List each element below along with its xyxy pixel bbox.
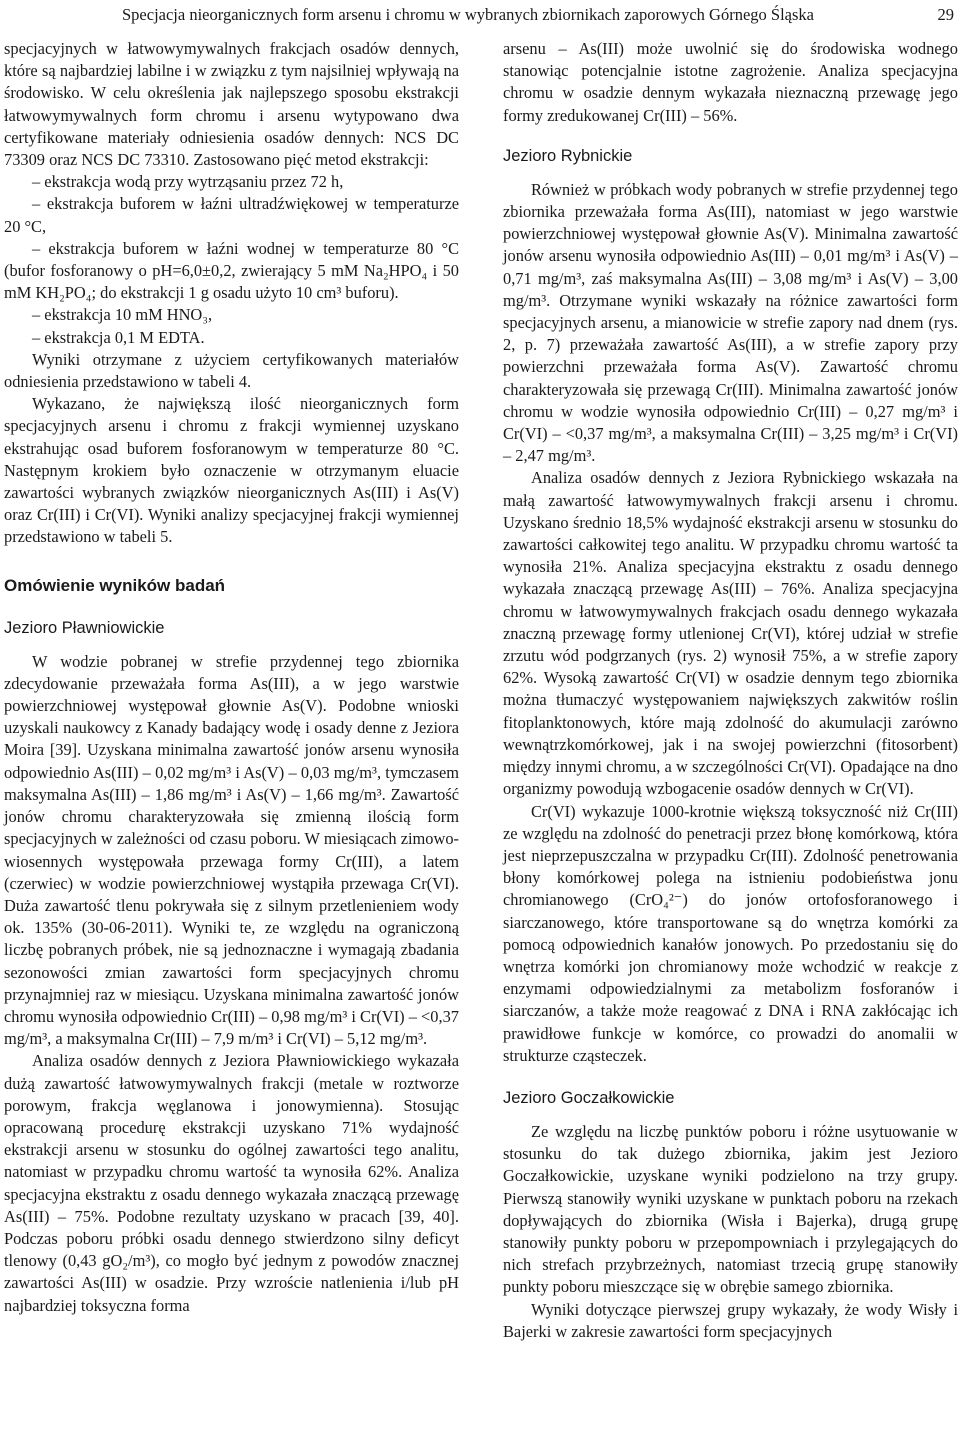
paragraph: Cr(VI) wykazuje 1000-krotnie większą toksyczność niż Cr(III) ze względu na zdolność do penetracji przez błonę komórkową, która jest nieprzepuszczalna w przypadku Cr(III). Zdolność penetrowania błony komórkowej polega na istnieniu podobieństwa jonu chromianowego (CrO₄²⁻) do jonów ortofosforanowego i siarczanowego, które transportowane są do wnętrza komórki za pomocą odpowiednich kanałów jonowych. Po przedostaniu się do wnętrza komórki jon chromianowy może wchodzić w reakcje z enzymami odpowiedzialnymi za metabolizm fosforanów i siarczanów, a także może reagować z DNA i RNA zakłócając ich prawidłowe funkcje w komórce, co prowadzi do anomalii w strukturze cząsteczek. [503, 801, 958, 1065]
right-column [503, 38, 958, 1343]
subheading-goczalkowickie: Jezioro Goczałkowickie [503, 1088, 675, 1107]
running-title: Specjacja nieorganicznych form arsenu i chromu w wybranych zbiornikach zaporowych Górnego Śląska [122, 5, 814, 24]
list-item: – ekstrakcja buforem w łaźni ultradźwiękowej w temperaturze 20 °C, [4, 194, 459, 236]
paragraph: Również w próbkach wody pobranych w strefie przydennej tego zbiornika przeważała forma As(III), natomiast w jego warstwie powierzchniowej występował głownie As(V). Minimalna zawartość jonów arsenu wynosiła odpowiednio As(III) – 0,01 mg/m³ i As(V) – 0,71 mg/m³, zaś maksymalna As(III) – 3,08 mg/m³ i As(V) – 3,00 mg/m³. Otrzymane wyniki wskazały na różnice zawartości form specjacyjnych arsenu, a mianowicie w strefie zapory nad dnem (rys. 2, p. 7) przeważała zawartość As(III), a w strefie zapory przy powierzchni przeważała forma As(V). Zawartość chromu charakteryzowała się przewagą Cr(III). Minimalna zawartość jonów chromu w wodzie wynosiła odpowiednio Cr(III) – 0,27 mg/m³ i Cr(VI) – <0,37 mg/m³, a maksymalna Cr(III) – 3,25 mg/m³ i Cr(VI) – 2,47 mg/m³. [503, 179, 958, 466]
section-heading: Omówienie wyników badań [4, 575, 226, 595]
paragraph: Ze względu na liczbę punktów poboru i różne usytuowanie w stosunku do tak dużego zbiornika, jakim jest Jezioro Goczałkowickie, uzyskane wyniki podzielono na trzy grupy. Pierwszą stanowiły wyniki uzyskane w punktach poboru na rzekach dopływających do zbiornika (Wisła i Bajerka), drugą grupę stanowiły punkty poboru w przepompowniach i przylegających do nich strefach przybrzeżnych, natomiast trzecią grupę stanowiły punkty poboru mieszczące się w obrębie samego zbiornika. [503, 1121, 958, 1297]
list-item: – ekstrakcja 0,1 M EDTA. [32, 327, 205, 347]
paragraph: Wyniki otrzymane z użyciem certyfikowanych materiałów odniesienia przedstawiono w tabeli 4. [4, 349, 459, 392]
paragraph: Analiza osadów dennych z Jeziora Pławniowickiego wykazała dużą zawartość łatwowymywalnych frakcji (metale w roztworze porowym, frakcja węglanowa i jonowymienna). Stosując opracowaną procedurę ekstrakcji uzyskano 71% wydajność ekstrakcji arsenu w stosunku do ogólnej zawartości tego analitu, natomiast w przypadku chromu wartość ta wynosiła 62%. Analiza specjacyjna ekstraktu z osadu dennego wykazała znaczącą przewagę As(III) – 75%. Podobne rezultaty uzyskano w pracach [39, 40]. Podczas poboru próbki osadu dennego stwierdzono silny deficyt tlenowy (0,43 gO₂/m³), co mogło być jednym z powodów znacznej zawartości As(III) w osadzie. Przy wzroście natlenienia i/lub pH najbardziej toksyczna forma [4, 1051, 459, 1315]
subheading-plawniowickie: Jezioro Pławniowickie [4, 618, 165, 637]
list-item: – ekstrakcja 10 mM HNO₃, [32, 305, 213, 325]
paragraph: Analiza osadów dennych z Jeziora Rybnickiego wskazała na małą zawartość łatwowymywalnych frakcji arsenu i chromu. Uzyskano średnio 18,5% wydajność ekstrakcji arsenu w stosunku do zawartości całkowitej tego analitu. W przypadku chromu wartość ta wynosiła 21%. Analiza specjacyjna ekstraktu z osadu dennego wykazała znaczącą przewagę As(III) – 76%. Analiza specjacyjna chromu w łatwowymywalnych frakcjach osadu dennego wykazała znaczną przewagę formy utlenionej Cr(VI), której udział w strefie zrzutu wód podgrzanych (rys. 2) wynosił 75%, a w strefie zapory 62%. Wysoką zawartość Cr(VI) w osadzie dennym tego zbiornika można tłumaczyć występowaniem największych zakwitów roślin fitoplanktonowych, które mają zdolność do akumulacji zarówno wewnątrzkomórkowej, jak i na swojej powierzchni (fitosorbent) między innymi chromu, a w szczególności Cr(VI). Opadające na dno organizmy powodują wzbogacenie osadów dennych w Cr(VI). [503, 468, 958, 799]
list-item: – ekstrakcja wodą przy wytrząsaniu przez 72 h, [32, 172, 344, 192]
paragraph: arsenu – As(III) może uwolnić się do środowiska wodnego stanowiąc potencjalnie istotne zagrożenie. Analiza specjacyjna chromu w osadzie dennym wykazała nieznaczną przewagę jego formy zredukowanej Cr(III) – 56%. [503, 39, 958, 125]
paragraph: specjacyjnych w łatwowymywalnych frakcjach osadów dennych, które są najbardziej labilne i w związku z tym najsilniej wpływają na środowisko. W celu określenia jak najlepszego sposobu ekstrakcji łatwowymywalnych form chromu i arsenu wytypowano dwa certyfikowane materiały odniesienia osadów dennych: NCS DC 73309 oraz NCS DC 73310. Zastosowano pięć metod ekstrakcji: [4, 39, 459, 170]
paragraph: Wyniki dotyczące pierwszej grupy wykazały, że wody Wisły i Bajerki w zakresie zawartości form specjacyjnych [503, 1299, 958, 1341]
subheading-rybnickie: Jezioro Rybnickie [503, 146, 633, 165]
page-header [0, 4, 960, 26]
page-number: 29 [937, 5, 954, 24]
left-column [4, 38, 459, 1317]
list-item: – ekstrakcja buforem w łaźni wodnej w temperaturze 80 °C (bufor fosforanowy o pH=6,0±0,2, zwierający 5 mM Na₂HPO₄ i 50 mM KH₂PO₄; do ekstrakcji 1 g osadu użyto 10 cm³ buforu). [4, 238, 459, 303]
paragraph: Wykazano, że największą ilość nieorganicznych form specjacyjnych arsenu i chromu z frakcji wymiennej uzyskano ekstrahując osad buforem fosforanowym w temperaturze 80 °C. Następnym krokiem było oznaczenie w otrzymanym eluacie zawartości wybranych związków nieorganicznych As(III) i As(V) oraz Cr(III) i Cr(VI). Wyniki analizy specjacyjnej frakcji wymiennej przedstawiono w tabeli 5. [4, 394, 459, 547]
paragraph: W wodzie pobranej w strefie przydennej tego zbiornika zdecydowanie przeważała forma As(III), a w jego warstwie powierzchniowej występował głownie As(V). Podobne wnioski uzyskali naukowcy z Kanady badający wodę i osady denne z Jeziora Moira [39]. Uzyskana minimalna zawartość jonów arsenu wynosiła odpowiednio As(III) – 0,02 mg/m³ i As(V) – 0,03 mg/m³, tymczasem maksymalna As(III) – 1,86 mg/m³ i As(V) – 1,66 mg/m³. Zawartość jonów chromu charakteryzowała się zmienną ilością form specjacyjnych w zależności od czasu poboru. W miesiącach zimowo-wiosennych występowała przewaga formy Cr(III), a latem (czerwiec) w wodzie powierzchniowej wystąpiła przewaga Cr(VI). Duża zawartość tlenu pokrywała się z silnym przetlenieniem wody ok. 135% (30-06-2011). Wyniki te, ze względu na ograniczoną liczbę pobranych próbek, nie są jednoznaczne i wymagają zbadania sezonowości zmian zawartości form specjacyjnych chromu przynajmniej raz w miesiącu. Uzyskana minimalna zawartość jonów chromu wynosiła odpowiednio Cr(III) – 0,98 mg/m³ i Cr(VI) – <0,37 mg/m³, a maksymalna Cr(III) – 7,9 m/m³ i Cr(VI) – 5,12 mg/m³. [4, 651, 459, 1049]
